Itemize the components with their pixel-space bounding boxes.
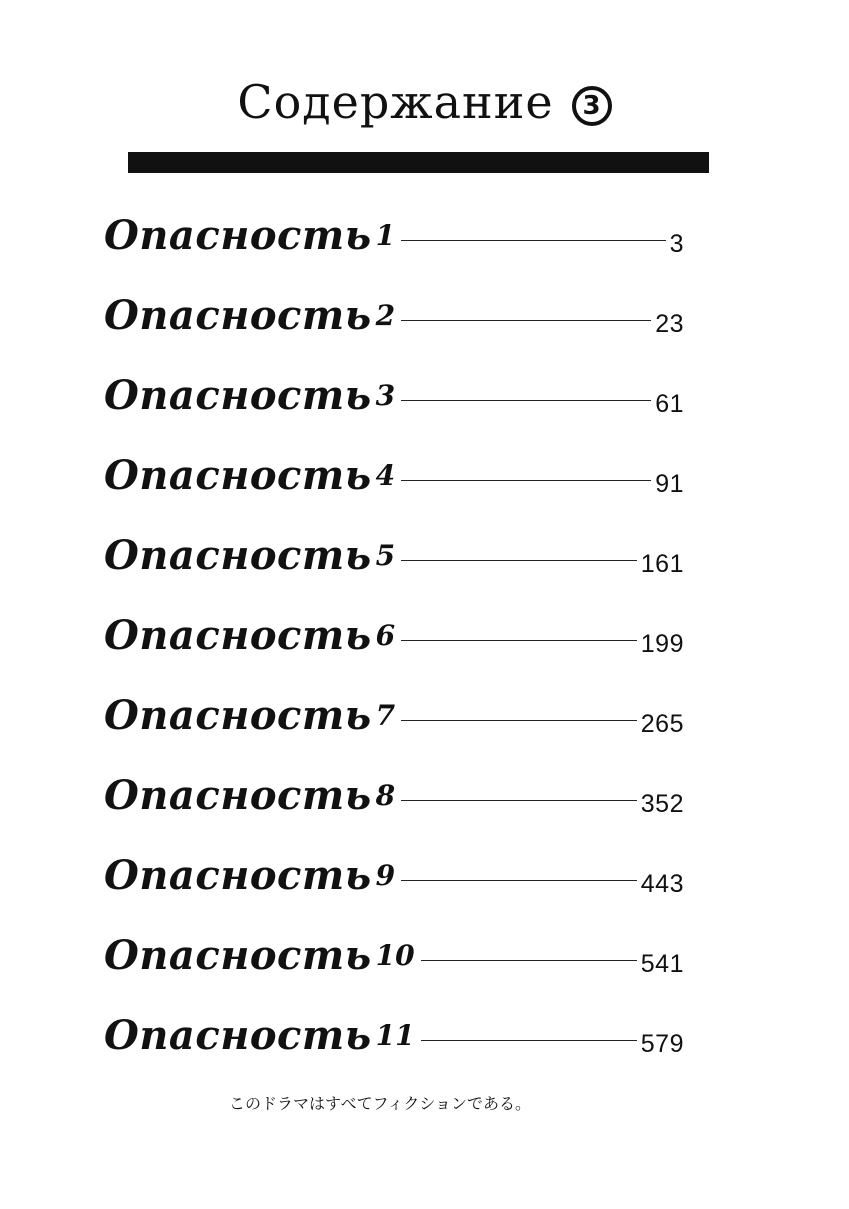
dotted-leader — [401, 640, 637, 641]
volume-number-badge: 3 — [572, 86, 612, 126]
toc-entry-number: 10 — [375, 939, 415, 972]
page-title-text: Содержание — [237, 75, 554, 129]
toc-entry-page: 352 — [640, 790, 684, 818]
toc-entry-title: Опасность — [104, 852, 372, 899]
toc-entry-2[interactable] — [104, 276, 684, 356]
toc-entry-page: 91 — [655, 470, 684, 498]
toc-entry-number: 5 — [375, 539, 396, 572]
title-divider — [128, 152, 709, 173]
toc-entry-8[interactable] — [104, 756, 684, 836]
dotted-leader — [401, 560, 637, 561]
fiction-disclaimer: このドラマはすべてフィクションである。 — [228, 1094, 532, 1113]
toc-entry-number: 4 — [375, 459, 396, 492]
toc-entry-number: 9 — [375, 859, 396, 892]
toc-entry-1[interactable] — [104, 196, 684, 276]
toc-entry-title: Опасность — [104, 932, 372, 979]
toc-entry-title: Опасность — [104, 292, 372, 339]
toc-entry-title: Опасность — [104, 372, 372, 419]
dotted-leader — [401, 720, 637, 721]
toc-entry-page: 579 — [640, 1030, 684, 1058]
toc-entry-number: 7 — [375, 699, 396, 732]
toc-entry-7[interactable] — [104, 676, 684, 756]
toc-entry-page: 161 — [640, 550, 684, 578]
dotted-leader — [401, 880, 637, 881]
toc-entry-title: Опасность — [104, 772, 372, 819]
toc-list — [104, 196, 684, 1076]
dotted-leader — [401, 320, 651, 321]
toc-entry-title: Опасность — [104, 212, 372, 259]
toc-entry-number: 11 — [375, 1019, 415, 1052]
toc-entry-page: 23 — [655, 310, 684, 338]
toc-entry-number: 6 — [375, 619, 396, 652]
toc-entry-number: 8 — [375, 779, 396, 812]
toc-entry-4[interactable] — [104, 436, 684, 516]
toc-entry-10[interactable] — [104, 916, 684, 996]
toc-entry-title: Опасность — [104, 532, 372, 579]
toc-entry-page: 3 — [669, 230, 684, 258]
page-title — [0, 72, 849, 132]
dotted-leader — [421, 960, 637, 961]
toc-entry-number: 1 — [375, 219, 396, 252]
dotted-leader — [401, 240, 666, 241]
toc-entry-title: Опасность — [104, 612, 372, 659]
toc-entry-title: Опасность — [104, 1012, 372, 1059]
dotted-leader — [421, 1040, 637, 1041]
toc-entry-page: 443 — [640, 870, 684, 898]
toc-entry-page: 61 — [655, 390, 684, 418]
toc-entry-3[interactable] — [104, 356, 684, 436]
toc-entry-page: 265 — [640, 710, 684, 738]
dotted-leader — [401, 800, 637, 801]
dotted-leader — [401, 400, 651, 401]
toc-entry-11[interactable] — [104, 996, 684, 1076]
toc-entry-5[interactable] — [104, 516, 684, 596]
toc-entry-page: 199 — [640, 630, 684, 658]
dotted-leader — [401, 480, 651, 481]
toc-entry-title: Опасность — [104, 692, 372, 739]
toc-entry-number: 3 — [375, 379, 396, 412]
toc-entry-title: Опасность — [104, 452, 372, 499]
toc-entry-page: 541 — [640, 950, 684, 978]
toc-entry-9[interactable] — [104, 836, 684, 916]
toc-entry-number: 2 — [375, 299, 396, 332]
toc-entry-6[interactable] — [104, 596, 684, 676]
